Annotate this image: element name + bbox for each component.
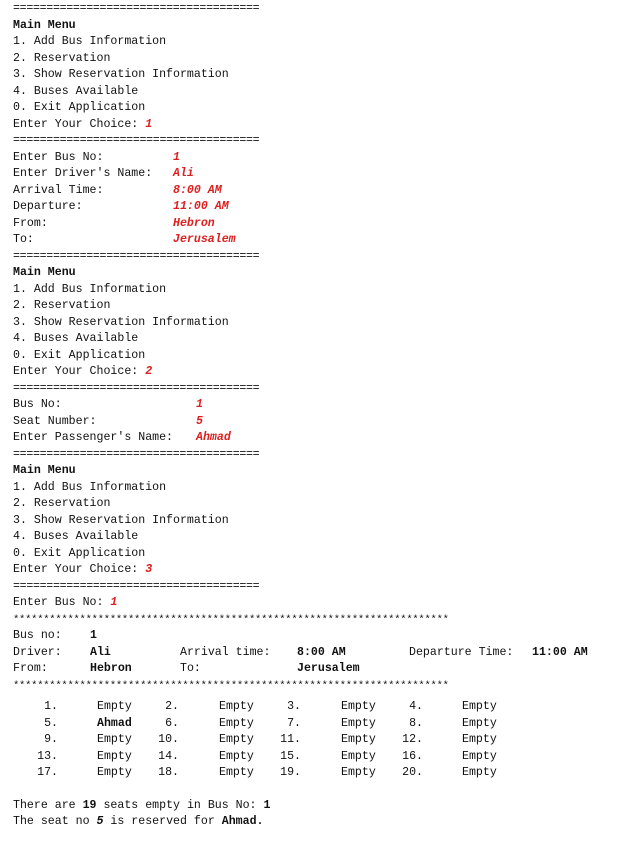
menu-item xyxy=(13,84,613,101)
field-label: Enter Bus No: xyxy=(13,150,104,164)
seat-row xyxy=(13,732,613,749)
to-label: To: xyxy=(180,662,201,675)
arrival-value: 8:00 AM xyxy=(297,645,346,659)
separator-text: ===================================== xyxy=(13,249,260,263)
seat-row xyxy=(13,699,613,716)
driver-value: Ali xyxy=(90,645,111,659)
seat-status: Empty xyxy=(341,716,376,730)
field-value: 1 xyxy=(196,398,203,411)
console-output xyxy=(13,1,613,831)
seat-status: Empty xyxy=(462,733,497,746)
seat-status: Empty xyxy=(219,700,254,713)
seat-passenger: Ahmad xyxy=(97,716,132,730)
field-value: 8:00 AM xyxy=(173,183,222,197)
bus-info-row-1 xyxy=(13,628,613,645)
separator-text: ************************************************************************ xyxy=(13,679,449,692)
menu-item xyxy=(13,67,613,84)
seat-row xyxy=(13,716,613,733)
separator-text: ===================================== xyxy=(13,447,260,461)
menu-item xyxy=(13,298,613,315)
add-bus-field xyxy=(13,232,613,249)
spacer xyxy=(13,782,613,798)
departure-label: Departure Time: xyxy=(409,645,514,659)
separator-equals xyxy=(13,579,613,596)
choice-prompt xyxy=(13,562,613,579)
menu-item xyxy=(13,546,613,563)
arrival-label: Arrival time: xyxy=(180,645,271,659)
seat-status: Empty xyxy=(341,766,376,779)
add-bus-field xyxy=(13,216,613,233)
reservation-field xyxy=(13,397,613,414)
menu-item-label: 4. Buses Available xyxy=(13,84,139,98)
main-menu-title xyxy=(13,18,613,35)
seat-status: Empty xyxy=(97,700,132,713)
seat-number: 5. xyxy=(44,716,58,730)
seat-status: Empty xyxy=(341,733,376,746)
seat-status: Empty xyxy=(462,766,497,779)
empty-count: 19 xyxy=(82,798,97,812)
seat-number: 12. xyxy=(402,733,423,746)
show-bus-prompt-label: Enter Bus No: xyxy=(13,596,111,609)
menu-item-label: 1. Add Bus Information xyxy=(13,480,167,494)
menu-item xyxy=(13,315,613,332)
menu-item-label: 1. Add Bus Information xyxy=(13,35,167,48)
menu-item-label: 2. Reservation xyxy=(13,497,111,510)
menu-item xyxy=(13,529,613,546)
main-menu-title-text: Main Menu xyxy=(13,464,76,477)
seat-number: 15. xyxy=(280,749,301,763)
choice-prompt-label: Enter Your Choice: xyxy=(13,563,146,576)
summary-text: There are xyxy=(13,798,83,812)
seat-status: Empty xyxy=(462,716,497,730)
field-label: From: xyxy=(13,216,48,230)
summary-reserved-seat xyxy=(13,814,613,831)
field-value: Ali xyxy=(173,167,194,180)
summary-text: seats empty in Bus No: xyxy=(96,798,264,812)
seat-status: Empty xyxy=(219,749,254,763)
menu-item xyxy=(13,51,613,68)
reservation-field xyxy=(13,430,613,447)
main-menu-title-text: Main Menu xyxy=(13,18,76,32)
seat-number: 18. xyxy=(158,766,179,779)
seat-number: 9. xyxy=(44,733,58,746)
menu-item-label: 3. Show Reservation Information xyxy=(13,315,229,329)
menu-item-label: 3. Show Reservation Information xyxy=(13,68,229,81)
choice-prompt-label: Enter Your Choice: xyxy=(13,365,146,378)
separator-text: ===================================== xyxy=(13,2,260,15)
seat-number: 7. xyxy=(287,716,301,730)
seat-number: 13. xyxy=(37,749,58,763)
field-value: Jerusalem xyxy=(173,233,236,246)
reserved-name: Ahmad. xyxy=(221,815,264,828)
field-label: Enter Driver's Name: xyxy=(13,167,153,180)
menu-item-label: 1. Add Bus Information xyxy=(13,282,167,296)
seat-status: Empty xyxy=(97,733,132,746)
seat-number: 3. xyxy=(287,700,301,713)
seat-number: 14. xyxy=(158,749,179,763)
menu-item xyxy=(13,282,613,299)
field-value: 1 xyxy=(173,150,180,164)
menu-item-label: 4. Buses Available xyxy=(13,332,139,345)
show-bus-prompt xyxy=(13,595,613,612)
seat-number: 8. xyxy=(409,716,423,730)
bus-no-value: 1 xyxy=(90,629,97,642)
bus-no-label: Bus no: xyxy=(13,629,62,642)
separator-text: ************************************************************************ xyxy=(13,613,449,626)
field-label: Departure: xyxy=(13,200,83,213)
separator-stars xyxy=(13,612,613,629)
seat-status: Empty xyxy=(219,716,254,730)
seat-status: Empty xyxy=(462,749,497,763)
field-label: Enter Passenger's Name: xyxy=(13,431,174,444)
seat-status: Empty xyxy=(97,749,132,763)
summary-text: is reserved for xyxy=(103,815,222,828)
menu-item-label: 4. Buses Available xyxy=(13,530,139,543)
field-label: To: xyxy=(13,233,34,246)
separator-text: ===================================== xyxy=(13,381,260,395)
summary-empty-seats xyxy=(13,798,613,815)
menu-item xyxy=(13,34,613,51)
field-label: Bus No: xyxy=(13,398,62,411)
seat-status: Empty xyxy=(219,766,254,779)
separator-equals xyxy=(13,1,613,18)
field-value: 11:00 AM xyxy=(173,200,229,213)
menu-item-label: 0. Exit Application xyxy=(13,101,146,114)
menu-item-label: 3. Show Reservation Information xyxy=(13,513,229,527)
seat-number: 6. xyxy=(165,716,179,730)
seat-status: Empty xyxy=(219,733,254,746)
choice-value: 1 xyxy=(145,117,153,131)
menu-item xyxy=(13,348,613,365)
seat-status: Empty xyxy=(462,700,497,713)
seat-number: 1. xyxy=(44,700,58,713)
choice-prompt xyxy=(13,117,613,134)
field-label: Seat Number: xyxy=(13,414,97,428)
separator-text: ===================================== xyxy=(13,134,260,147)
seat-number: 2. xyxy=(165,700,179,713)
menu-item xyxy=(13,331,613,348)
choice-value: 3 xyxy=(145,563,153,576)
seat-status: Empty xyxy=(341,749,376,763)
menu-item-label: 2. Reservation xyxy=(13,299,111,312)
field-value: 5 xyxy=(196,414,203,428)
separator-equals xyxy=(13,133,613,150)
seat-row xyxy=(13,749,613,766)
seat-number: 16. xyxy=(402,749,423,763)
field-value: Ahmad xyxy=(196,431,231,444)
separator-text: ===================================== xyxy=(13,579,260,593)
seat-number: 11. xyxy=(280,733,301,746)
menu-item xyxy=(13,480,613,497)
driver-label: Driver: xyxy=(13,645,62,659)
menu-item-label: 2. Reservation xyxy=(13,51,111,65)
from-value: Hebron xyxy=(90,662,132,675)
from-label: From: xyxy=(13,662,48,675)
seat-status: Empty xyxy=(97,766,132,779)
field-label: Arrival Time: xyxy=(13,183,104,197)
bus-info-row-3 xyxy=(13,661,613,678)
separator-equals xyxy=(13,447,613,464)
field-value: Hebron xyxy=(173,216,215,230)
menu-item-label: 0. Exit Application xyxy=(13,348,146,362)
summary-bus-no: 1 xyxy=(263,798,271,812)
seat-number: 10. xyxy=(158,733,179,746)
seat-number: 19. xyxy=(280,766,301,779)
reserved-seat-no: 5 xyxy=(96,815,104,828)
menu-item xyxy=(13,513,613,530)
bus-info-row-2 xyxy=(13,645,613,662)
seat-status: Empty xyxy=(341,700,376,713)
main-menu-title xyxy=(13,463,613,480)
seat-row xyxy=(13,765,613,782)
main-menu-title-text: Main Menu xyxy=(13,266,76,279)
seat-number: 20. xyxy=(402,766,423,779)
seat-number: 17. xyxy=(37,766,58,779)
add-bus-field xyxy=(13,166,613,183)
to-value: Jerusalem xyxy=(297,662,360,675)
add-bus-field xyxy=(13,183,613,200)
departure-value: 11:00 AM xyxy=(532,645,588,659)
menu-item xyxy=(13,496,613,513)
choice-prompt xyxy=(13,364,613,381)
separator-equals xyxy=(13,381,613,398)
separator-stars xyxy=(13,678,613,695)
choice-prompt-label: Enter Your Choice: xyxy=(13,117,146,131)
reservation-field xyxy=(13,414,613,431)
separator-equals xyxy=(13,249,613,266)
menu-item-label: 0. Exit Application xyxy=(13,546,146,560)
add-bus-field xyxy=(13,150,613,167)
menu-item xyxy=(13,100,613,117)
add-bus-field xyxy=(13,199,613,216)
show-bus-value: 1 xyxy=(110,596,118,609)
summary-text: The seat no xyxy=(13,815,97,828)
main-menu-title xyxy=(13,265,613,282)
seat-number: 4. xyxy=(409,700,423,713)
choice-value: 2 xyxy=(145,365,153,378)
